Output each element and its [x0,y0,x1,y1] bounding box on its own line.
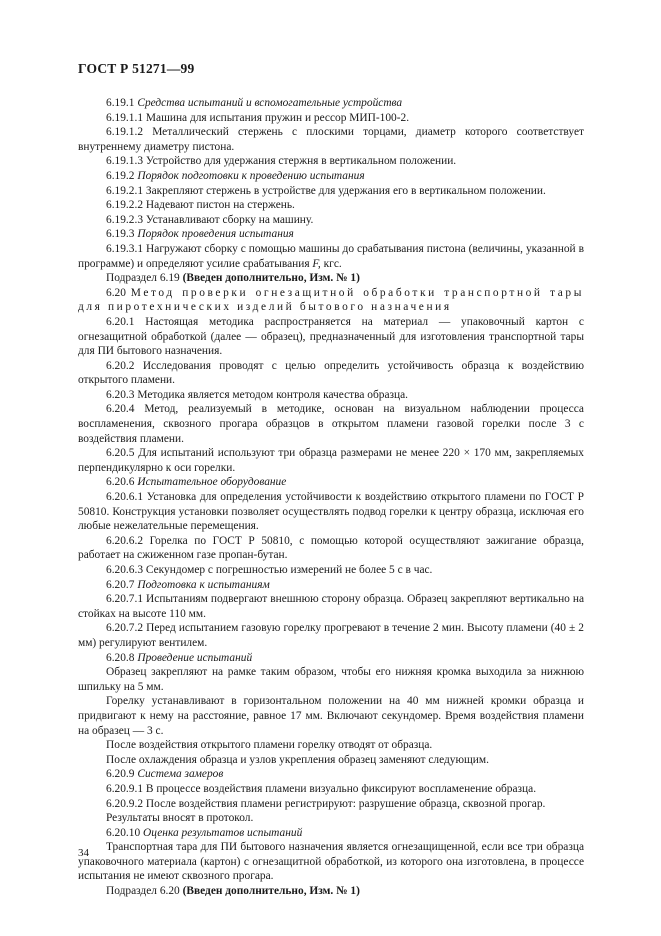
paragraph [78,534,584,563]
clause-number: 6.19.3.1 [106,242,144,255]
clause-number: 6.19.1 [106,97,135,109]
paragraph [78,315,584,359]
clause-text: Исследования проводят с целью определить устойчивость образца к воздействию открытого пламени. [78,359,584,387]
clause-number: 6.19.3 [106,228,135,241]
clause-text: Надевают пистон на стержень. [145,199,295,212]
paragraph [78,490,584,534]
clause-text: Закрепляют стержень в устройстве для удержания его в вертикальном положении. [145,184,546,197]
paragraph [78,811,584,826]
clause-text: Образец закрепляют на рамке таким образом, чтобы его нижняя кромка выходила за нижнюю шпильку на 5 мм. [78,666,584,693]
clause-text: После воздействия пламени регистрируют: разрушение образца, сквозной прогар. [145,797,546,810]
clause-text: Подраздел 6.20 [106,885,180,898]
clause-text: Устанавливают сборку на машину. [145,213,314,226]
paragraph [78,169,584,184]
document-body [78,96,584,899]
paragraph [78,753,584,768]
paragraph [78,359,584,388]
clause-text: Транспортная тара для ПИ бытового назначения является огнезащищенной, если все три образца упаковочного материала (картон) с огнезащитной обработкой, из которого она изготовлена, в процессе испытания не имеют сквозного прогара. [78,841,584,883]
paragraph [78,242,584,271]
clause-number: 6.20.7 [106,578,135,591]
clause-number: 6.19.2.3 [106,213,144,226]
clause-number: 6.20.2 [106,359,135,372]
paragraph [78,154,584,169]
clause-number: 6.20.6 [106,476,135,489]
paragraph [78,826,584,841]
paragraph [78,475,584,490]
clause-text: Установка для определения устойчивости к воздействию открытого пламени по ГОСТ Р 50810. Конструкция установки позволяет осуществлять подвод горелки к центру образца, исключая его любые нежелательные перемещения. [78,491,584,533]
clause-text: Метод, реализуемый в методике, основан на визуальном наблюдении процесса воспламенения, сквозного прогара образцов в открытом пламени газовой горелки после 3 с воздействия пламени. [78,403,584,445]
clause-number: 6.19.2 [106,169,135,182]
clause-text: После воздействия открытого пламени горелку отводят от образца. [106,739,433,752]
amendment-note: (Введен дополнительно, Изм. № 1) [182,272,360,285]
paragraph [78,578,584,593]
clause-number: 6.19.1.3 [106,155,144,168]
clause-number: 6.20.10 [106,826,141,839]
clause-heading: Порядок подготовки к проведению испытания [137,169,365,182]
clause-number: 6.20.4 [106,403,135,416]
clause-number: 6.20.5 [106,447,135,460]
clause-number: 6.19.1.2 [106,126,144,139]
paragraph [78,125,584,154]
paragraph [78,884,584,899]
clause-heading: Проведение испытаний [137,651,253,664]
clause-heading: Система замеров [137,768,224,781]
paragraph [78,651,584,666]
clause-text: Для испытаний используют три образца размерами не менее 220 × 170 мм, закрепляемых перпендикулярно к оси горелки. [78,447,584,474]
clause-text: Горелку устанавливают в горизонтальном положении на 40 мм нижней кромки образца и придвигают к нему на расстояние, равное 17 мм. Включают секундомер. Время воздействия пламени на образец — 3 с. [78,695,584,737]
paragraph [78,738,584,753]
clause-number: 6.20.7.2 [106,622,144,635]
page-number: 34 [78,847,89,859]
paragraph [78,694,584,738]
paragraph [78,184,584,199]
paragraph [78,286,584,315]
clause-text: Машина для испытания пружин и рессор МИП-100-2. [145,111,410,124]
clause-number: 6.19.2.2 [106,199,144,212]
paragraph [78,402,584,446]
paragraph [78,198,584,213]
section-heading: Метод проверки огнезащитной обработки транспортной тары для пиротехнических изделий бытового назначения [78,286,584,314]
paragraph [78,782,584,797]
clause-text: Секундомер с погрешностью измерений не более 5 с в час. [145,564,433,576]
clause-text: Нагружают сборку с помощью машины до срабатывания пистона (величины, указанной в программе) и определяют усилие срабатывания [78,242,584,270]
clause-text: Испытаниям подвергают внешнюю сторону образца. Образец закрепляют вертикально на стойках на высоте 110 мм. [78,593,584,620]
paragraph [78,621,584,650]
clause-number: 6.19.1.1 [106,111,144,124]
clause-number: 6.20.1 [106,315,135,328]
clause-text: Результаты вносят в протокол. [106,812,254,825]
paragraph [78,840,584,884]
clause-number: 6.20.6.2 [106,534,144,547]
clause-number: 6.20.9 [106,768,135,781]
paragraph [78,213,584,228]
amendment-note: (Введен дополнительно, Изм. № 1) [182,885,360,898]
paragraph [78,111,584,126]
clause-number: 6.20.8 [106,651,135,664]
paragraph [78,665,584,694]
clause-number: 6.20.9.1 [106,782,144,795]
clause-text: Подраздел 6.19 [106,272,180,285]
paragraph [78,271,584,286]
clause-number: 6.20.9.2 [106,797,144,810]
document-header: ГОСТ Р 51271—99 [78,61,195,76]
clause-number: 6.20.6.3 [106,564,144,576]
paragraph [78,446,584,475]
clause-heading: Испытательное оборудование [137,476,287,489]
clause-text: Устройство для удержания стержня в вертикальном положении. [145,155,457,168]
clause-text: Горелка по ГОСТ Р 50810, с помощью которой осуществляют зажигание образца, работает на сжиженном газе пропан-бутан. [78,534,584,562]
clause-text: В процессе воздействия пламени визуально фиксируют воспламенение образца. [145,782,537,795]
paragraph [78,563,584,578]
paragraph [78,227,584,242]
clause-number: 6.20 [106,286,126,299]
clause-number: 6.20.7.1 [106,593,144,606]
clause-text: Методика является методом контроля качества образца. [137,388,409,401]
clause-heading: Порядок проведения испытания [137,228,294,241]
paragraph [78,767,584,782]
clause-text: Металлический стержень с плоскими торцами, диаметр которого соответствует внутреннему диаметру пистона. [78,126,584,153]
paragraph [78,797,584,812]
clause-text: Перед испытанием газовую горелку прогревают в течение 2 мин. Высоту пламени (40 ± 2 мм) регулируют вентилем. [78,622,584,649]
clause-text: кгс. [323,257,342,270]
clause-text: После охлаждения образца и узлов укрепления образец заменяют следующим. [106,753,489,766]
clause-heading: Оценка результатов испытаний [143,826,303,839]
paragraph [78,388,584,403]
paragraph [78,96,584,111]
symbol: F, [312,257,321,270]
clause-number: 6.20.6.1 [106,491,144,504]
clause-text: Настоящая методика распространяется на материал — упаковочный картон с огнезащитной обработкой (далее — образец), предназначенный для изготовления транспортной тары для ПИ бытового назначения. [78,315,584,358]
paragraph [78,592,584,621]
clause-number: 6.20.3 [106,388,135,401]
clause-heading: Средства испытаний и вспомогательные устройства [137,97,403,109]
clause-heading: Подготовка к испытаниям [137,578,270,591]
clause-number: 6.19.2.1 [106,184,144,197]
